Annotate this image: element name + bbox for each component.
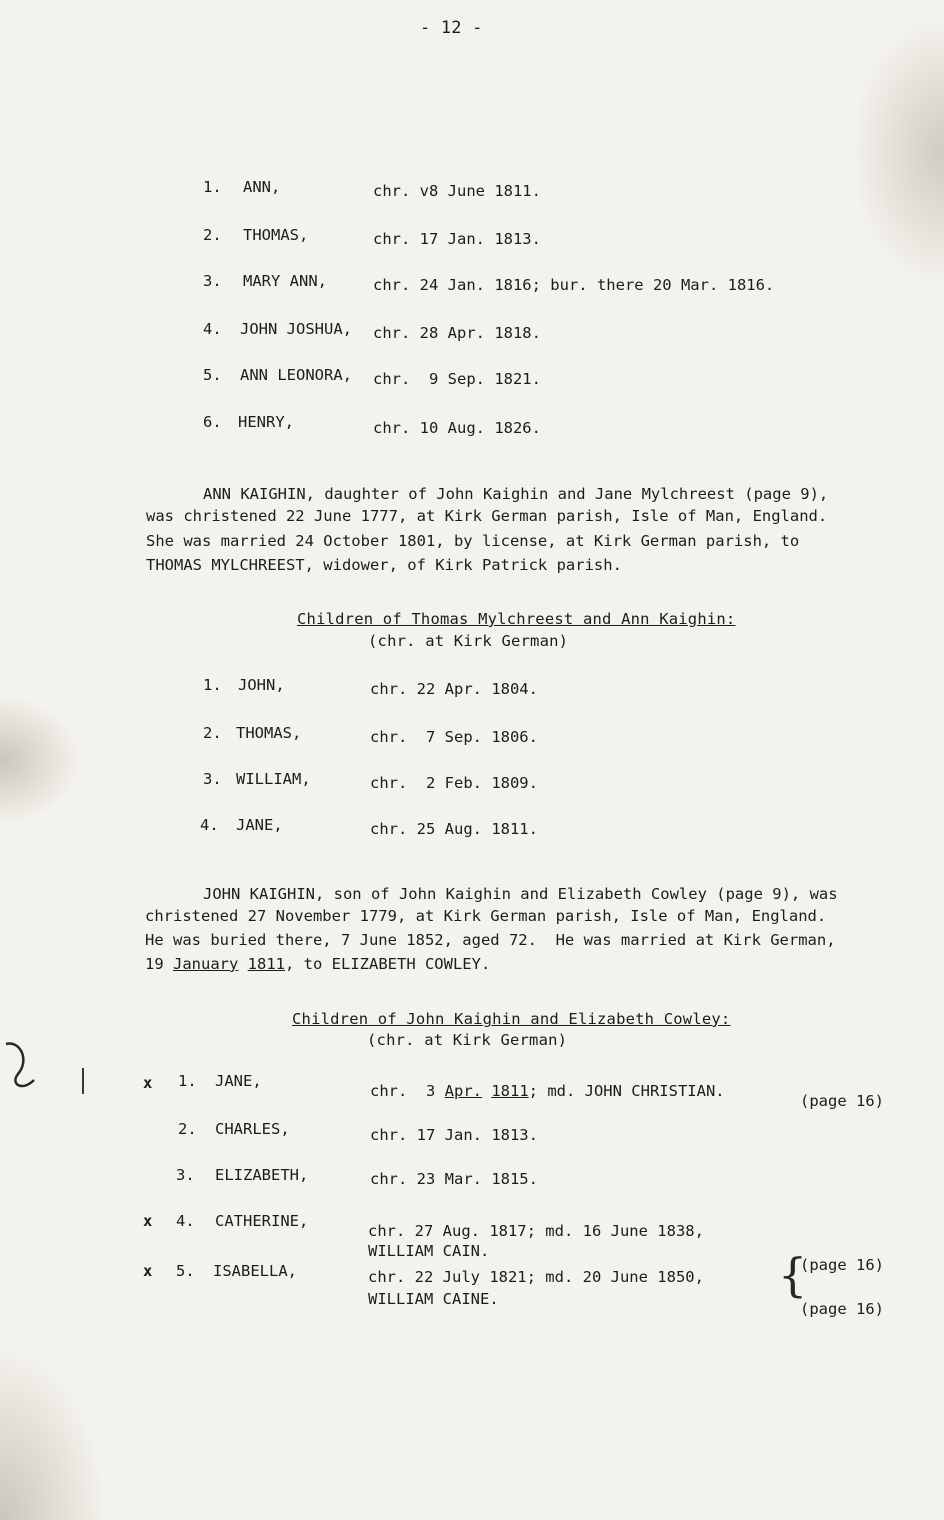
list-item-number: 4.: [200, 816, 219, 834]
child-detail: chr. 9 Sep. 1821.: [373, 370, 541, 388]
page-reference: (page 16): [800, 1256, 884, 1274]
child-spouse: WILLIAM CAIN.: [368, 1242, 490, 1260]
underlined-month: Apr.: [444, 1082, 482, 1100]
underlined-year: 1811: [491, 1082, 529, 1100]
text-fragment: ; md. JOHN CHRISTIAN.: [528, 1082, 725, 1100]
list-item-number: 3.: [203, 770, 222, 788]
child-detail: chr. 24 Jan. 1816; bur. there 20 Mar. 1816.: [373, 276, 775, 294]
paragraph-line: was christened 22 June 1777, at Kirk German parish, Isle of Man, England.: [146, 507, 828, 525]
child-detail: chr. 22 July 1821; md. 20 June 1850,: [368, 1268, 704, 1286]
child-detail: chr. 23 Mar. 1815.: [370, 1170, 538, 1188]
child-name: THOMAS,: [243, 226, 309, 244]
margin-tick: [82, 1068, 84, 1094]
list-item-number: 4.: [203, 320, 222, 338]
child-name: CATHERINE,: [215, 1212, 309, 1230]
text-fragment: 19: [145, 955, 173, 973]
child-name: ISABELLA,: [213, 1262, 297, 1280]
child-detail: chr. 7 Sep. 1806.: [370, 728, 538, 746]
child-detail: [370, 1082, 725, 1100]
child-name: JOHN JOSHUA,: [240, 320, 352, 338]
list-item-number: 2.: [178, 1120, 197, 1138]
child-detail: chr. 10 Aug. 1826.: [373, 419, 541, 437]
list-item-number: 1.: [203, 178, 222, 196]
paragraph-line: ANN KAIGHIN, daughter of John Kaighin and Jane Mylchreest (page 9),: [203, 485, 829, 503]
list-item-number: 1.: [203, 676, 222, 694]
line-mark: x: [143, 1074, 153, 1092]
underlined-year: 1811: [247, 955, 285, 973]
page-number: - 12 -: [420, 18, 483, 38]
child-detail: chr. 27 Aug. 1817; md. 16 June 1838,: [368, 1222, 704, 1240]
list-item-number: 4.: [176, 1212, 195, 1230]
paragraph-line: christened 27 November 1779, at Kirk German parish, Isle of Man, England.: [145, 907, 827, 925]
child-detail: chr. 17 Jan. 1813.: [370, 1126, 538, 1144]
paragraph-line: JOHN KAIGHIN, son of John Kaighin and Elizabeth Cowley (page 9), was: [203, 885, 838, 903]
list-item-number: 2.: [203, 226, 222, 244]
child-name: JANE,: [236, 816, 283, 834]
paragraph-line: THOMAS MYLCHREEST, widower, of Kirk Patrick parish.: [146, 556, 622, 574]
underlined-month: January: [173, 955, 239, 973]
line-mark: x: [143, 1212, 153, 1230]
child-spouse: WILLIAM CAINE.: [368, 1290, 499, 1308]
text-fragment: [482, 1082, 491, 1100]
paragraph-line: He was buried there, 7 June 1852, aged 72. He was married at Kirk German,: [145, 931, 836, 949]
child-name: JANE,: [215, 1072, 262, 1090]
child-name: MARY ANN,: [243, 272, 327, 290]
child-detail: chr. 25 Aug. 1811.: [370, 820, 538, 838]
list-item-number: 6.: [203, 413, 222, 431]
line-mark: x: [143, 1262, 153, 1280]
child-name: HENRY,: [238, 413, 294, 431]
child-name: CHARLES,: [215, 1120, 290, 1138]
child-detail: chr. 17 Jan. 1813.: [373, 230, 541, 248]
margin-scribble: [0, 1030, 40, 1100]
list-item-number: 3.: [176, 1166, 195, 1184]
text-fragment: , to ELIZABETH COWLEY.: [285, 955, 491, 973]
section-heading: Children of John Kaighin and Elizabeth Cowley:: [292, 1010, 731, 1028]
child-detail: chr. 28 Apr. 1818.: [373, 324, 541, 342]
section-subheading: (chr. at Kirk German): [368, 632, 569, 650]
list-item-number: 1.: [178, 1072, 197, 1090]
section-heading: Children of Thomas Mylchreest and Ann Kaighin:: [297, 610, 736, 628]
list-item-number: 5.: [203, 366, 222, 384]
child-name: ANN LEONORA,: [240, 366, 352, 384]
child-name: JOHN,: [238, 676, 285, 694]
section-subheading: (chr. at Kirk German): [367, 1031, 568, 1049]
paragraph-line: She was married 24 October 1801, by license, at Kirk German parish, to: [146, 532, 800, 550]
child-name: ELIZABETH,: [215, 1166, 309, 1184]
child-detail: chr. 22 Apr. 1804.: [370, 680, 538, 698]
list-item-number: 3.: [203, 272, 222, 290]
page-reference: (page 16): [800, 1300, 884, 1318]
child-detail: chr. 2 Feb. 1809.: [370, 774, 538, 792]
child-detail: chr. v8 June 1811.: [373, 182, 541, 200]
child-name: WILLIAM,: [236, 770, 311, 788]
list-item-number: 5.: [176, 1262, 195, 1280]
page-reference: (page 16): [800, 1092, 884, 1110]
text-fragment: chr. 3: [370, 1082, 445, 1100]
paragraph-line: [145, 954, 490, 974]
child-name: ANN,: [243, 178, 281, 196]
child-name: THOMAS,: [236, 724, 302, 742]
list-item-number: 2.: [203, 724, 222, 742]
brace-glyph: {: [778, 1248, 808, 1302]
text-fragment: [238, 955, 247, 973]
